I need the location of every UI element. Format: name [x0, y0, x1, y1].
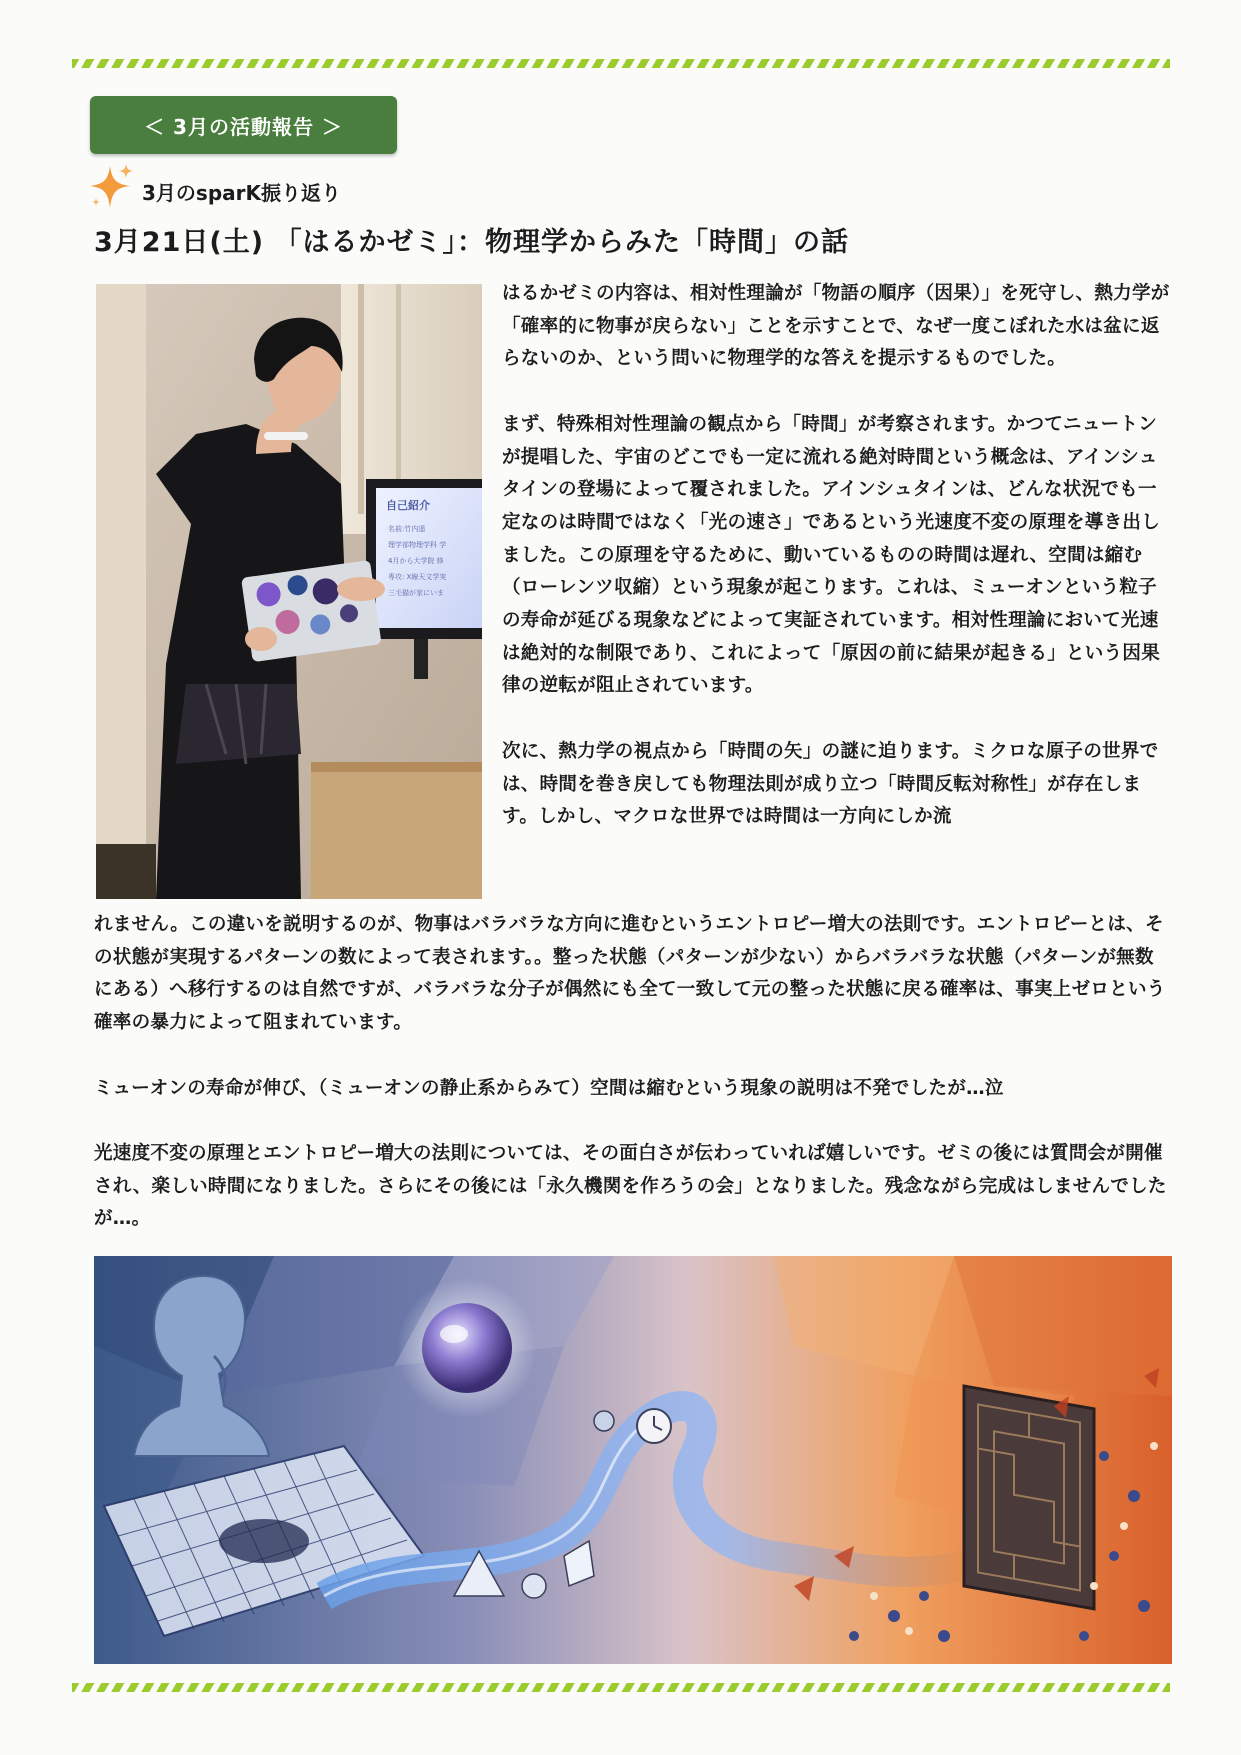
top-stripe-divider: [72, 59, 1170, 68]
physics-illustration: [94, 1256, 1172, 1664]
article-paragraph: 次に、熱力学の視点から「時間の矢」の謎に迫ります。ミクロな原子の世界では、時間を巻き戻しても物理法則が成り立つ「時間反転対称性」が存在します。しかし、マクロな世界では時間は一方向にしか流: [502, 740, 1159, 828]
article-paragraph: まず、特殊相対性理論の観点から「時間」が考察されます。かつてニュートンが提唱した、宇宙のどこでも一定に流れる絶対時間という概念は、アインシュタインの登場によって覆されました。アインシュタインは、どんな状況でも一定なのは時間ではなく「光の速さ」であるという光速度不変の原理を導き出しました。この原理を守るために、動いているものの時間は遅れ、空間は縮む（ローレンツ収縮）という現象が起こります。これは、ミューオンという粒子の寿命が延びる現象などによって実証されています。相対性理論において光速は絶対的な制限であり、これによって「原因の前に結果が起きる」という因果律の逆転が阻止されています。: [502, 413, 1161, 697]
slide-line: 名前:竹内遥: [388, 525, 426, 533]
slide-line: 4月から大学院 修: [388, 557, 444, 565]
article-paragraph: れません。この違いを説明するのが、物事はバラバラな方向に進むというエントロピー増大の法則です。エントロピーとは、その状態が実現するパターンの数によって表されます。。整った状態（パターンが少ない）からバラバラな状態（パターンが無数にある）へ移行するのは自然ですが、バラバラな分子が偶然にも全て一致して元の整った状態に戻る確率は、事実上ゼロという確率の暴力によって阻まれています。: [94, 914, 1166, 1034]
slide-line: 三毛猫が家にいま: [388, 589, 444, 597]
article-body-full-width: [94, 909, 1170, 1269]
bottom-stripe-divider: [72, 1683, 1170, 1692]
article-paragraph: 光速度不変の原理とエントロピー増大の法則については、その面白さが伝わっていれば嬉しいです。ゼミの後には質問会が開催され、楽しい時間になりました。さらにその後には「永久機関を作ろうの会」となりました。残念ながら完成はしませんでしたが…。: [94, 1142, 1167, 1230]
slide-title: 自己紹介: [386, 499, 430, 512]
article-paragraph: はるかゼミの内容は、相対性理論が「物語の順序（因果）」を死守し、熱力学が「確率的に物事が戻らない」ことを示すことで、なぜ一度こぼれた水は盆に返らないのか、という問いに物理学的な答えを提示するものでした。: [502, 283, 1170, 370]
sub-heading: [86, 166, 341, 210]
event-title: 3月21日(土) 「はるかゼミ」：物理学からみた「時間」の話: [94, 227, 849, 258]
article-paragraph: ミューオンの寿命が伸び、（ミューオンの静止系からみて）空間は縮むという現象の説明は不発でしたが…泣: [94, 1077, 1004, 1099]
sparkle-icon: [86, 162, 138, 214]
article-body-right-column: [502, 278, 1170, 834]
sub-heading-label: 3月のsparK振り返り: [142, 180, 341, 205]
slide-line: 理学部物理学科 学: [388, 541, 447, 549]
slide-line: 専攻: X線天文学実: [388, 573, 447, 581]
section-tab: ＜ 3月の活動報告 ＞: [90, 96, 397, 154]
seminar-photo: [96, 284, 482, 899]
